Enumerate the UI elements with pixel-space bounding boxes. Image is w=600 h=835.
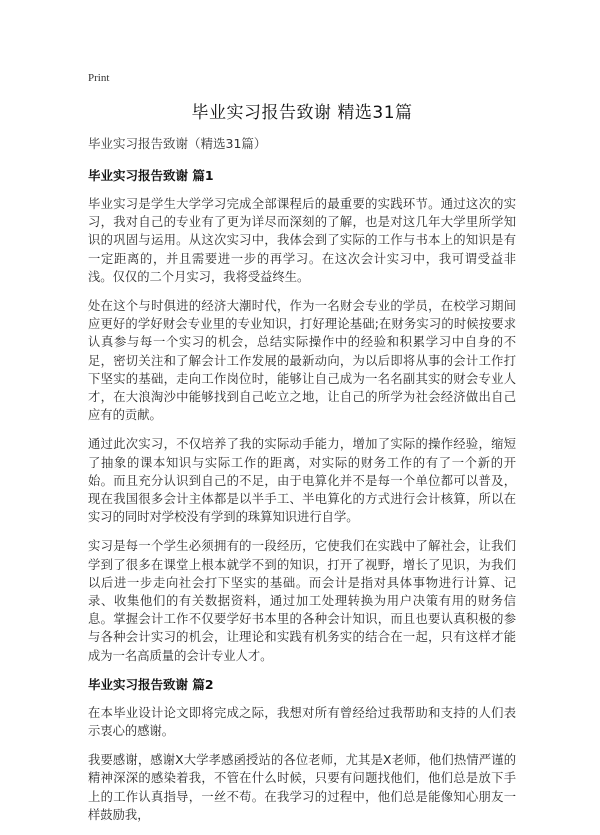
paragraph: 通过此次实习，不仅培养了我的实际动手能力，增加了实际的操作经验，缩短了抽象的课本知识与实际工作的距离，对实际的财务工作的有了一个新的开始。而且充分认识到自己的不足，由于电算化并不是每一个单位都可以普及，现在我国很多会计主体都是以半手工、半电算化的方式进行会计核算，所以在实习的同时对学校没有学到的珠算知识进行自学。	[88, 437, 516, 525]
paragraph: 实习是每一个学生必须拥有的一段经历，它使我们在实践中了解社会，让我们学到了很多在课堂上根本就学不到的知识，打开了视野，增长了见识，为我们以后进一步走向社会打下坚实的基础。而会计是指对具体事物进行计算、记录、收集他们的有关数据资料，通过加工处理转换为用户决策有用的财务信息。掌握会计工作不仅要学好书本里的各种会计知识，而且也要认真积极的参与各种会计实习的机会，让理论和实践有机务实的结合在一起，只有这样才能成为一名高质量的会计专业人才。	[88, 539, 516, 663]
section-1	[88, 167, 516, 665]
paragraph: 我要感谢，感谢X大学孝感函授站的各位老师，尤其是X老师，他们热情严谨的精神深深的感染着我，不管在什么时候，只要有问题找他们，他们总是放下手上的工作认真指导，一丝不苟。在我学习的过程中，他们总是能像知心朋友一样鼓励我，	[88, 753, 516, 822]
page-title: 毕业实习报告致谢 精选31篇	[191, 103, 413, 123]
section-2	[88, 676, 516, 824]
paragraph: 毕业实习是学生大学学习完成全部课程后的最重要的实践环节。通过这次的实习，我对自己的专业有了更为详尽而深刻的了解，也是对这几年大学里所学知识的巩固与运用。从这次实习中，我体会到了实际的工作与书本上的知识是有一定距离的，并且需要进一步的再学习。在这次会计实习中，我可谓受益非浅。仅仅的二个月实习，我将受益终生。	[88, 197, 516, 284]
document-page	[88, 72, 516, 835]
paragraph: 处在这个与时俱进的经济大潮时代，作为一名财会专业的学员，在校学习期间应更好的学好财会专业里的专业知识，打好理论基础;在财务实习的时候按要求认真参与每一个实习的机会，总结实际操作中的经验和积累学习中自身的不足，密切关注和了解会计工作发展的最新动向，为以后即将从事的会计工作打下坚实的基础，走向工作岗位时，能够让自己成为一名名副其实的财会专业人才，在大浪淘沙中能够找到自己屹立之地，让自己的所学为社会经济做出自己应有的贡献。	[88, 299, 516, 423]
print-link[interactable]: Print	[88, 72, 110, 84]
section-heading: 毕业实习报告致谢 篇2	[88, 676, 214, 692]
section-heading: 毕业实习报告致谢 篇1	[88, 168, 214, 183]
paragraph: 在本毕业设计论文即将完成之际，我想对所有曾经给过我帮助和支持的人们表示衷心的感谢。	[88, 705, 516, 739]
document-subtitle: 毕业实习报告致谢（精选31篇）	[88, 136, 267, 151]
